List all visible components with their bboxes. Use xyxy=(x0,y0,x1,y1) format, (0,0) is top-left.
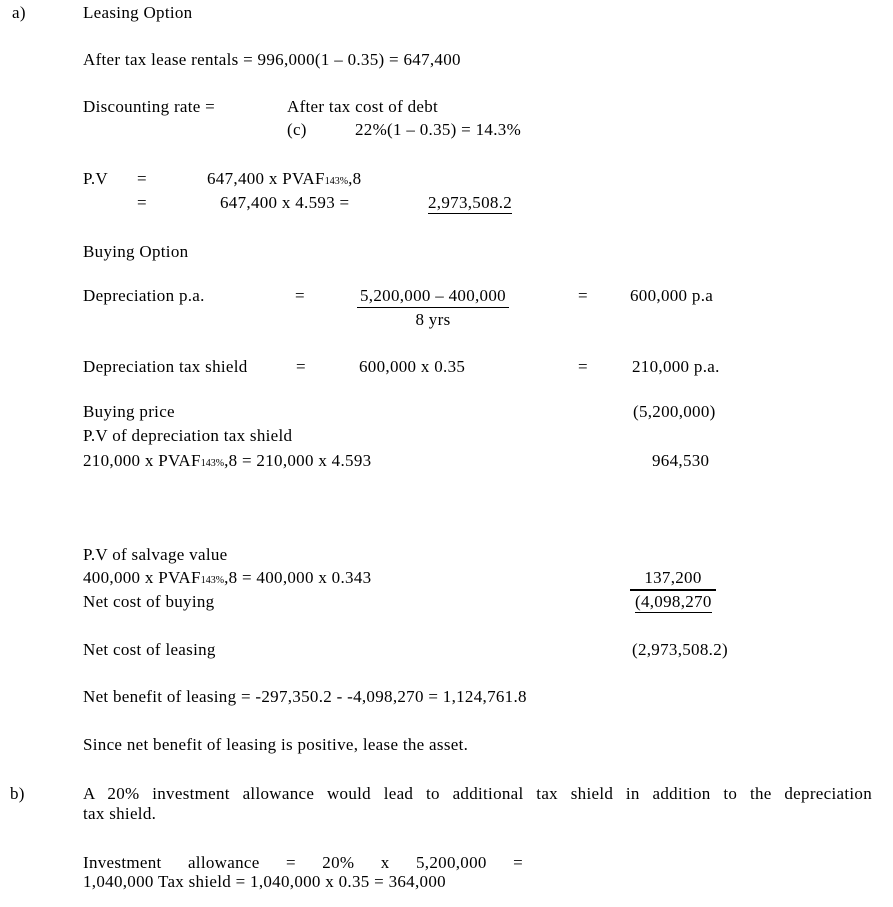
depreciation-fraction xyxy=(357,286,509,331)
depreciation-label: Depreciation p.a. xyxy=(83,286,205,305)
pv-dep-shield-expression: 210,000 x PVAF143%,8 = 210,000 x 4.593 xyxy=(83,451,372,470)
pv-dep-shield-value: 964,530 xyxy=(652,451,710,470)
investment-allowance-line1: Investment allowance = 20% x 5,200,000 = xyxy=(83,853,523,872)
net-benefit-line: Net benefit of leasing = -297,350.2 - -4,098,270 = 1,124,761.8 xyxy=(83,687,527,706)
section-b-paragraph xyxy=(83,784,872,825)
pvaf-subscript: 143% xyxy=(200,458,225,469)
pv-expression-2: 647,400 x 4.593 = xyxy=(220,193,350,212)
tax-shield-equals-1: = xyxy=(296,357,306,376)
pvaf-subscript: 143% xyxy=(200,575,225,586)
net-cost-buying-label: Net cost of buying xyxy=(83,592,215,611)
discounting-rate-calc: 22%(1 – 0.35) = 14.3% xyxy=(355,120,522,139)
salvage-value: 137,200 xyxy=(630,568,716,591)
net-cost-leasing-value: (2,973,508.2) xyxy=(632,640,728,659)
pv-expression-1: 647,400 x PVAF143%,8 xyxy=(207,169,362,188)
pv-equals-2: = xyxy=(137,193,147,212)
pv-label: P.V xyxy=(83,169,108,188)
leasing-option-heading: Leasing Option xyxy=(83,3,193,22)
buying-price-label: Buying price xyxy=(83,402,175,421)
tax-shield-equals-2: = xyxy=(578,357,588,376)
depreciation-equals-2: = xyxy=(578,286,588,305)
tax-shield-result: 210,000 p.a. xyxy=(632,357,720,376)
pv-dep-shield-label: P.V of depreciation tax shield xyxy=(83,426,293,445)
tax-shield-expression: 600,000 x 0.35 xyxy=(359,357,466,376)
discounting-rate-label: Discounting rate = xyxy=(83,97,216,116)
fraction-denominator: 8 yrs xyxy=(415,310,451,330)
section-b-paragraph-line1: A 20% investment allowance would lead to additional tax shield in addition to the depreciation xyxy=(83,784,872,803)
discounting-rate-value: After tax cost of debt xyxy=(287,97,439,116)
investment-allowance-line2: 1,040,000 Tax shield = 1,040,000 x 0.35 = 364,000 xyxy=(83,872,446,891)
buying-price-value: (5,200,000) xyxy=(633,402,716,421)
after-tax-rentals-line: After tax lease rentals = 996,000(1 – 0.35) = 647,400 xyxy=(83,50,461,69)
pvaf-subscript: 143% xyxy=(324,176,349,187)
section-b-paragraph-line2: tax shield. xyxy=(83,804,157,824)
salvage-expression: 400,000 x PVAF143%,8 = 400,000 x 0.343 xyxy=(83,568,372,587)
section-b-marker: b) xyxy=(10,784,25,803)
net-cost-buying-value: (4,098,270 xyxy=(635,592,712,611)
section-a-marker: a) xyxy=(12,3,26,22)
depreciation-equals-1: = xyxy=(295,286,305,305)
net-cost-leasing-label: Net cost of leasing xyxy=(83,640,216,659)
conclusion-line: Since net benefit of leasing is positive, lease the asset. xyxy=(83,735,469,754)
pv-equals-1: = xyxy=(137,169,147,188)
salvage-label: P.V of salvage value xyxy=(83,545,228,564)
pv-result: 2,973,508.2 xyxy=(428,193,513,212)
tax-shield-label: Depreciation tax shield xyxy=(83,357,248,376)
depreciation-result: 600,000 p.a xyxy=(630,286,714,305)
fraction-numerator: 5,200,000 – 400,000 xyxy=(357,286,509,308)
discounting-rate-c: (c) xyxy=(287,120,307,139)
buying-option-heading: Buying Option xyxy=(83,242,189,261)
